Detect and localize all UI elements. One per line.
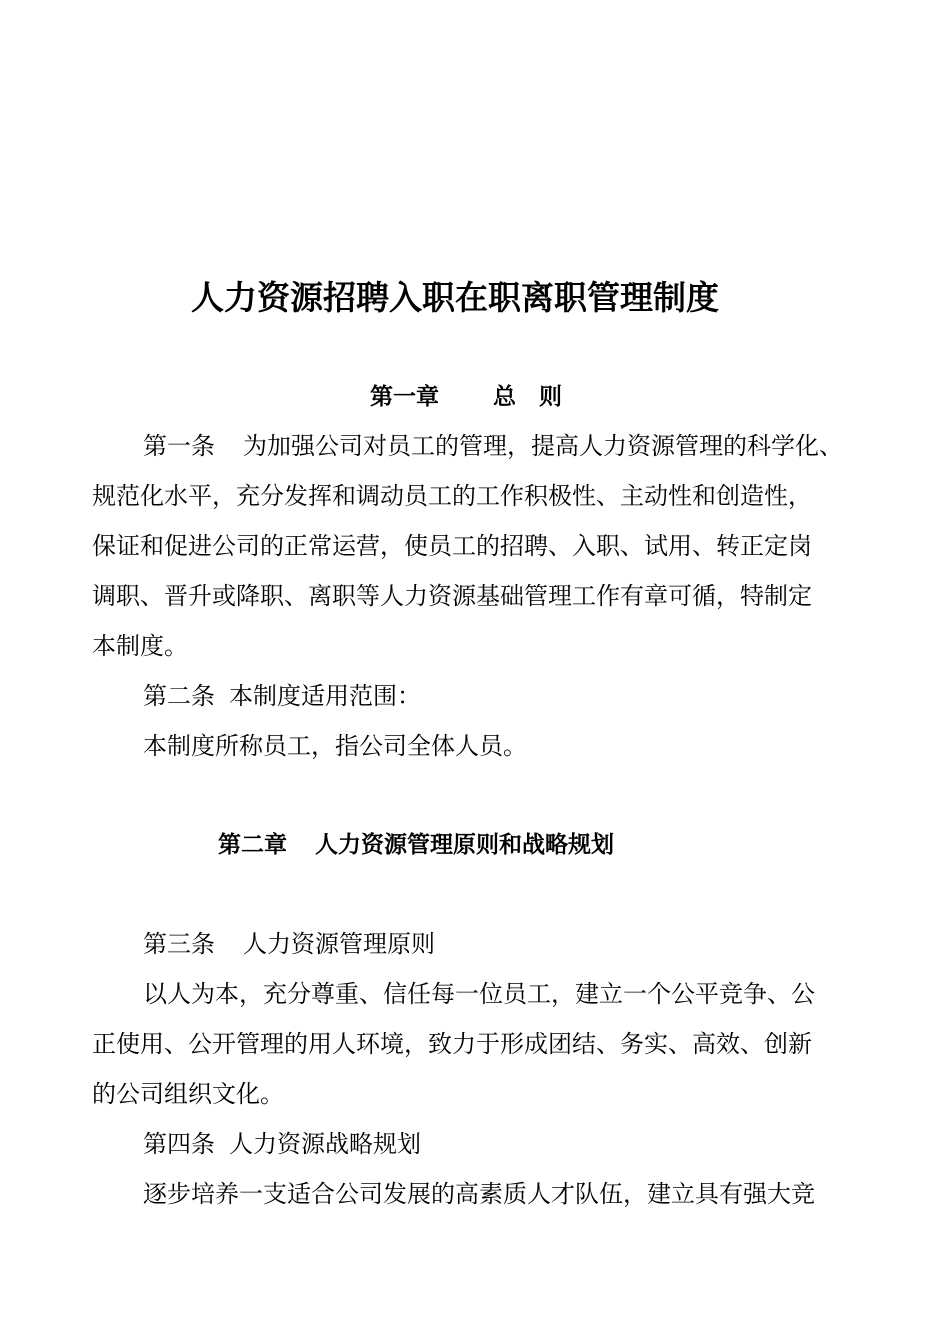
article-1-line: 调职、晋升或降职、离职等人力资源基础管理工作有章可循，特制定: [92, 582, 812, 610]
article-2-body: 本制度所称员工，指公司全体人员。: [143, 732, 527, 760]
article-3-heading-line: [143, 926, 435, 962]
article-3-label: 第三条: [143, 930, 215, 958]
article-4-label: 第四条: [143, 1130, 215, 1158]
article-1-line: 为加强公司对员工的管理，提高人力资源管理的科学化、: [243, 432, 843, 460]
chapter-2-label: 第二章: [218, 831, 287, 858]
chapter-2-heading: [218, 828, 614, 862]
article-2-heading: 本制度适用范围：: [229, 682, 421, 710]
document-title: 人力资源招聘入职在职离职管理制度: [191, 278, 719, 317]
article-3-heading: 人力资源管理原则: [243, 930, 435, 958]
article-3-line: 以人为本，充分尊重、信任每一位员工，建立一个公平竞争、公: [143, 980, 815, 1008]
chapter-1-label: 第一章: [370, 383, 439, 410]
article-1-label: 第一条: [143, 432, 215, 460]
article-4-heading: 人力资源战略规划: [229, 1130, 421, 1158]
chapter-2-name: 人力资源管理原则和战略规划: [315, 831, 614, 858]
chapter-1-name: 总 则: [493, 383, 562, 410]
article-4-line: 逐步培养一支适合公司发展的高素质人才队伍，建立具有强大竞: [143, 1180, 815, 1208]
article-1-line: 规范化水平，充分发挥和调动员工的工作积极性、主动性和创造性，: [92, 482, 812, 510]
chapter-1-heading: [370, 380, 562, 414]
article-3-line: 的公司组织文化。: [92, 1080, 284, 1108]
article-3-line: 正使用、公开管理的用人环境，致力于形成团结、务实、高效、创新: [92, 1030, 812, 1058]
article-1-line: 本制度。: [92, 632, 188, 660]
article-2-label: 第二条: [143, 682, 215, 710]
article-4-heading-line: [143, 1126, 421, 1162]
article-2-heading-line: [143, 678, 421, 714]
article-1-line: 保证和促进公司的正常运营，使员工的招聘、入职、试用、转正定岗: [92, 532, 812, 560]
article-1-first-line: [143, 428, 843, 464]
